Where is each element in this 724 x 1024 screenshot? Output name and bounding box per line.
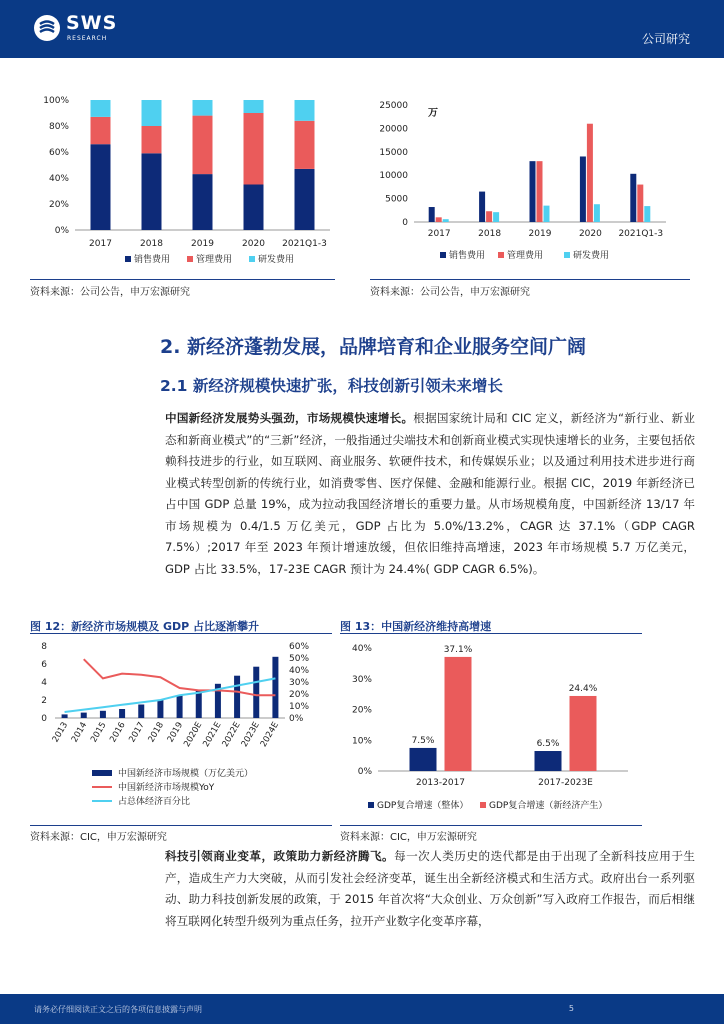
y2-tick-label: 50% xyxy=(289,654,310,664)
bar xyxy=(157,700,163,718)
legend-swatch xyxy=(440,252,446,258)
bar-segment xyxy=(295,100,315,121)
new-economy-size-chart xyxy=(30,638,332,820)
x-tick-label: 2013 xyxy=(50,720,71,745)
legend-swatch xyxy=(368,802,374,808)
y-tick-label: 20% xyxy=(351,705,372,716)
bar-segment xyxy=(91,117,111,144)
paragraph-body: 每一次人类历史的迭代都是由于出现了全新科技应用于生产，造成生产力大突破，从而引发社会经济变革，诞生出全新经济模式和生活方式。政府出台一系列驱动、助力科技创新发展的政策，于 2015 年首次将“大众创业、万众创新”写入政府工作报告，而后相继将互联网化转型升级列为重点任务，拉开产业数字化变革序幕， xyxy=(165,849,695,928)
bar xyxy=(594,204,600,222)
x-tick-label: 2019 xyxy=(528,229,552,239)
legend-label: 销售费用 xyxy=(449,251,486,261)
y-tick-label: 20% xyxy=(48,200,69,210)
x-tick-label: 2021Q1-3 xyxy=(618,229,664,239)
y-tick-label: 0 xyxy=(41,714,47,724)
x-tick-label: 2021E xyxy=(201,720,224,749)
bar xyxy=(81,713,87,718)
legend-label: 中国新经济市场规模YoY xyxy=(118,783,215,793)
bar xyxy=(530,161,536,222)
bar-segment xyxy=(91,100,111,117)
y-tick-label: 10000 xyxy=(379,171,408,182)
x-tick-label: 2019 xyxy=(191,239,214,249)
logo-text: SWS xyxy=(66,12,118,34)
new-economy-growth-chart xyxy=(340,638,642,820)
logo-subtext: RESEARCH xyxy=(67,35,108,42)
y-tick-label: 0% xyxy=(54,226,69,236)
legend-label: 研发费用 xyxy=(258,255,295,265)
paragraph-policy xyxy=(165,846,695,932)
bar-segment xyxy=(244,185,264,231)
bar xyxy=(253,667,259,718)
bar xyxy=(537,161,543,222)
bar-segment xyxy=(142,100,162,126)
source-note: 资料来源：CIC，申万宏源研究 xyxy=(30,832,167,843)
section-label: 公司研究 xyxy=(641,32,690,46)
y-tick-label: 20000 xyxy=(379,124,408,135)
bar-segment xyxy=(295,169,315,230)
page-number: 5 xyxy=(568,1004,574,1013)
bar-segment xyxy=(193,116,213,175)
bar xyxy=(535,751,562,771)
bar xyxy=(493,212,499,222)
expense-amount-chart xyxy=(368,90,678,270)
legend-label: GDP复合增速（新经济产生） xyxy=(489,801,608,811)
x-tick-label: 2018 xyxy=(478,229,502,239)
bar xyxy=(436,217,442,222)
divider xyxy=(340,825,642,826)
legend-label: 管理费用 xyxy=(507,251,544,261)
bar-segment xyxy=(91,144,111,230)
x-tick-label: 2017 xyxy=(427,229,451,239)
x-tick-label: 2020E xyxy=(182,720,205,749)
x-tick-label: 2013-2017 xyxy=(415,778,466,788)
y-tick-label: 60% xyxy=(48,148,69,158)
y-tick-label: 25000 xyxy=(379,101,408,111)
legend-swatch xyxy=(92,770,112,776)
y-tick-label: 15000 xyxy=(379,147,408,158)
paragraph-body: 根据国家统计局和 CIC 定义，新经济为“新行业、新业态和新商业模式”的“三新”经济，一般指通过尖端技术和创新商业模式实现快速增长的业务，主要包括依赖科技进步的行业，如互联网、商业服务、软硬件技术，和传媒娱乐业；以及通过利用技术进步进行商业模式转型创新的传统行业，如消费零售、医疗保健、金融和能源行业。根据 CIC，2019 年新经济已占中国 GDP 总量 19%，成为拉动我国经济增长的重要力量。从市场规模角度，中国新经济 13/17 年市场规模为 0.4/1.5 万亿美元，GDP 占比为 5.0%/13.2%，CAGR 达 37.1%（GDP CAGR 7.5%）;2017 年至 2023 年预计增速放缓，但依旧维持高增速，2023 年市场规模 5.7 万亿美元，GDP 占比 33.5%，17-23E CAGR 预计为 24.4%( GDP CAGR 6.5%)。 xyxy=(165,411,695,576)
x-tick-label: 2023E xyxy=(239,720,262,749)
x-tick-label: 2020 xyxy=(242,239,265,249)
data-label: 6.5% xyxy=(536,739,560,750)
bar xyxy=(429,207,435,222)
source-note: 资料来源：CIC，申万宏源研究 xyxy=(340,832,477,843)
bar xyxy=(486,211,492,222)
bar xyxy=(272,657,278,718)
bar xyxy=(234,676,240,718)
bar xyxy=(445,657,472,771)
bar-segment xyxy=(193,100,213,116)
bar xyxy=(637,185,643,222)
divider xyxy=(370,279,690,280)
legend-swatch xyxy=(564,252,570,258)
bar-segment xyxy=(244,113,264,185)
legend-label: GDP复合增速（整体） xyxy=(377,801,469,811)
legend-swatch xyxy=(498,252,504,258)
y-tick-label: 2 xyxy=(41,696,47,706)
x-tick-label: 2020 xyxy=(578,229,602,239)
x-tick-label: 2015 xyxy=(89,720,109,745)
legend-label: 占总体经济百分比 xyxy=(118,797,191,807)
y-tick-label: 10% xyxy=(351,736,372,747)
x-tick-label: 2021Q1-3 xyxy=(282,239,327,249)
data-label: 24.4% xyxy=(568,683,598,694)
source-note: 资料来源：公司公告，申万宏源研究 xyxy=(30,287,190,298)
unit-label: 万 xyxy=(428,108,438,119)
bar xyxy=(138,705,144,719)
y-tick-label: 0 xyxy=(402,218,408,228)
y2-tick-label: 60% xyxy=(289,642,310,652)
x-tick-label: 2022E xyxy=(220,720,243,749)
bar xyxy=(177,696,183,719)
y-tick-label: 80% xyxy=(48,122,69,132)
subsection-heading: 2.1 新经济规模快速扩张，科技创新引领未来增长 xyxy=(160,377,503,395)
y-tick-label: 0% xyxy=(357,767,372,777)
bar-segment xyxy=(244,100,264,113)
x-tick-label: 2017-2023E xyxy=(538,778,593,788)
y-tick-label: 40% xyxy=(351,644,372,654)
bar xyxy=(580,156,586,222)
legend-label: 研发费用 xyxy=(573,251,610,261)
source-note: 资料来源：公司公告，申万宏源研究 xyxy=(370,287,530,298)
y2-tick-label: 0% xyxy=(289,714,304,724)
bar-segment xyxy=(295,121,315,169)
bar xyxy=(196,691,202,718)
divider xyxy=(30,825,332,826)
legend-swatch xyxy=(480,802,486,808)
x-tick-label: 2016 xyxy=(108,720,128,745)
series-line xyxy=(84,659,276,695)
data-label: 37.1% xyxy=(443,644,473,655)
bar xyxy=(62,714,68,718)
bar xyxy=(410,748,437,771)
y-tick-label: 6 xyxy=(41,660,47,670)
y2-tick-label: 30% xyxy=(289,678,310,688)
y-tick-label: 4 xyxy=(41,678,47,688)
legend-label: 管理费用 xyxy=(196,255,233,265)
bar xyxy=(644,206,650,222)
bar xyxy=(479,192,485,222)
x-tick-label: 2019 xyxy=(165,720,186,745)
x-tick-label: 2014 xyxy=(69,720,90,745)
legend-swatch xyxy=(249,256,255,262)
x-tick-label: 2017 xyxy=(89,239,112,249)
bar xyxy=(100,711,106,718)
y-tick-label: 30% xyxy=(351,674,372,685)
x-tick-label: 2024E xyxy=(258,720,282,749)
expense-ratio-chart xyxy=(30,90,340,270)
divider xyxy=(30,633,332,634)
legend-label: 中国新经济市场规模（万亿美元） xyxy=(118,769,254,779)
figure-13-title: 图 13：中国新经济维持高增速 xyxy=(340,620,492,633)
bar xyxy=(587,124,593,222)
bar-segment xyxy=(193,174,213,230)
paragraph-new-economy xyxy=(165,408,695,580)
y2-tick-label: 20% xyxy=(289,690,310,700)
y2-tick-label: 10% xyxy=(289,702,310,712)
legend-swatch xyxy=(125,256,131,262)
legend-swatch xyxy=(187,256,193,262)
paragraph-lead: 中国新经济发展势头强劲，市场规模快速增长。 xyxy=(165,411,414,425)
bar xyxy=(119,709,125,718)
section-heading: 2. 新经济蓬勃发展，品牌培育和企业服务空间广阔 xyxy=(160,336,587,358)
paragraph-lead: 科技引领商业变革，政策助力新经济腾飞。 xyxy=(165,849,395,863)
data-label: 7.5% xyxy=(411,735,435,746)
bar-segment xyxy=(142,153,162,230)
legend-label: 销售费用 xyxy=(134,255,171,265)
x-tick-label: 2018 xyxy=(140,239,163,249)
divider xyxy=(30,279,335,280)
bar-segment xyxy=(142,126,162,153)
y-tick-label: 5000 xyxy=(385,194,408,205)
figure-12-title: 图 12：新经济市场规模及 GDP 占比逐渐攀升 xyxy=(30,620,260,633)
bar xyxy=(544,206,550,222)
sws-logo-icon xyxy=(34,15,60,41)
bar xyxy=(570,696,597,771)
bar xyxy=(443,219,449,222)
divider xyxy=(340,633,642,634)
y-tick-label: 40% xyxy=(48,174,69,184)
x-tick-label: 2018 xyxy=(146,720,167,745)
bar xyxy=(630,174,636,222)
y-tick-label: 8 xyxy=(41,642,47,652)
x-tick-label: 2017 xyxy=(127,720,147,745)
y2-tick-label: 40% xyxy=(289,666,310,676)
y-tick-label: 100% xyxy=(43,96,69,106)
footer-disclaimer: 请务必仔细阅读正文之后的各项信息披露与声明 xyxy=(34,1005,202,1014)
